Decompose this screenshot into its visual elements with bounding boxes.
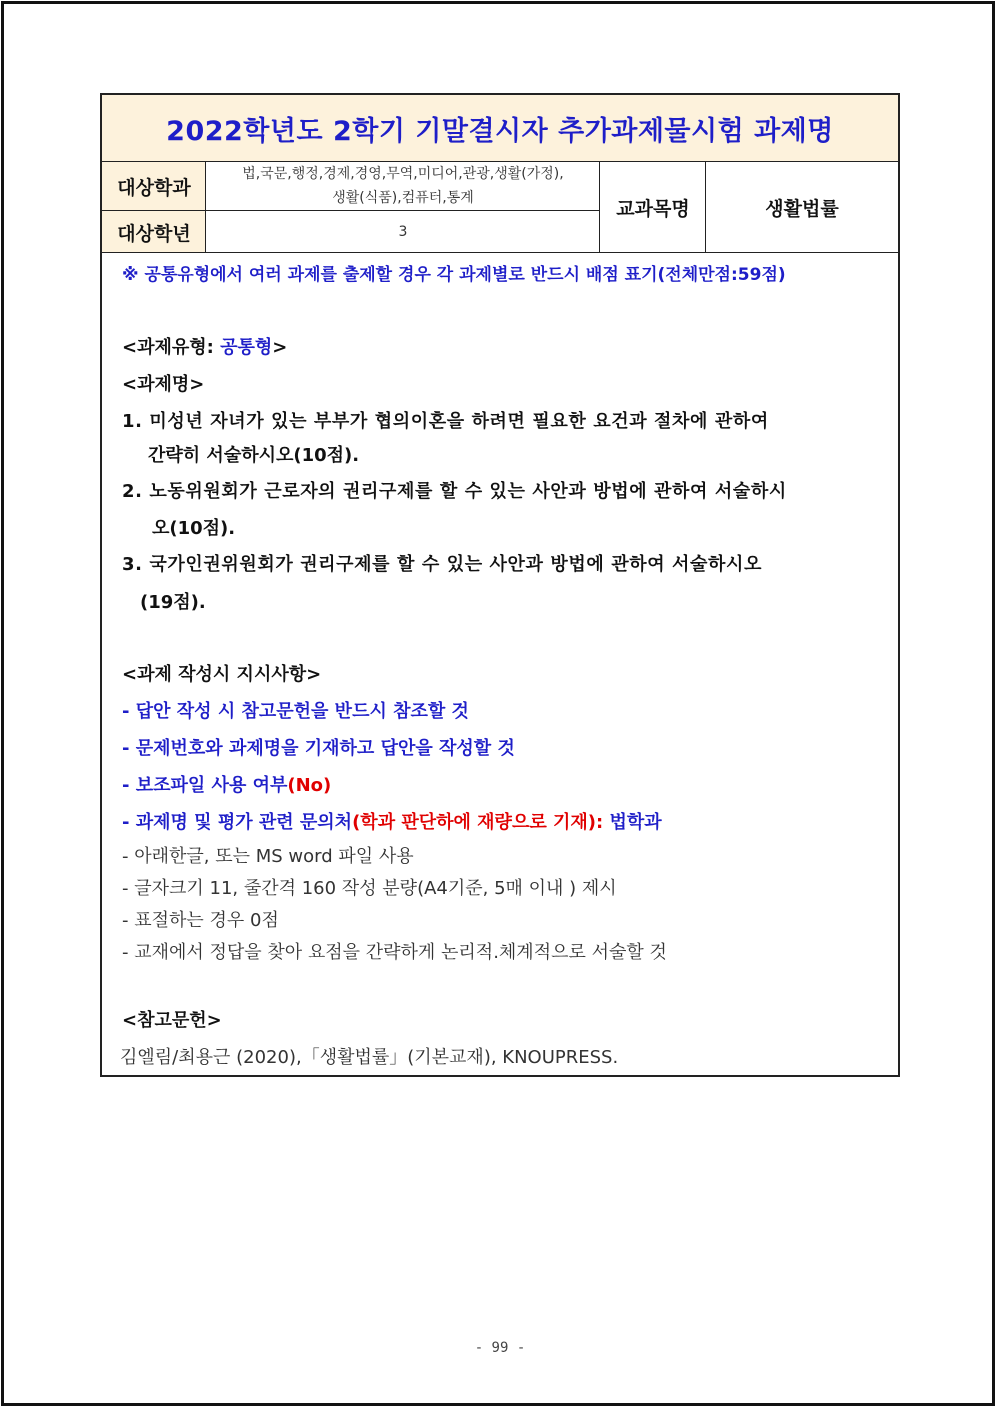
task-heading: <과제명> (122, 374, 205, 395)
instruction-4-dept: 법학과 (603, 812, 662, 833)
instruction-6: - 글자크기 11, 줄간격 160 작성 분량(A4기준, 5매 이내 ) 제시 (122, 878, 617, 899)
reference-heading: <참고문헌> (122, 1010, 222, 1031)
divider (205, 161, 206, 252)
instruction-1: - 답안 작성 시 참고문헌을 반드시 참조할 것 (122, 701, 469, 722)
instructions-heading: <과제 작성시 지시사항> (122, 664, 322, 685)
divider (599, 161, 600, 252)
assignment-table (100, 93, 900, 1077)
task-type-prefix: <과제유형: (122, 337, 221, 358)
instruction-3-text: - 보조파일 사용 여부 (122, 775, 288, 796)
instruction-4-text: - 과제명 및 평가 관련 문의처 (122, 812, 353, 833)
instruction-8: - 교재에서 정답을 찾아 요점을 간략하게 논리적.체계적으로 서술할 것 (122, 942, 667, 963)
page-number: - 99 - (474, 1340, 526, 1356)
task-2-line1: 2. 노동위원회가 근로자의 권리구제를 할 수 있는 사안과 방법에 관하여 서술하시 (122, 481, 787, 502)
instruction-4 (122, 808, 662, 834)
instruction-2: - 문제번호와 과제명을 기재하고 답안을 작성할 것 (122, 738, 515, 759)
task-3-line2: (19점). (140, 592, 206, 613)
divider (705, 161, 706, 252)
course-label: 교과목명 (616, 198, 690, 220)
notice-text: ※ 공통유형에서 여러 과제를 출제할 경우 각 과제별로 반드시 배점 표기(전체만점:59점) (122, 265, 786, 285)
course-value: 생활법률 (765, 198, 839, 220)
task-type (122, 333, 287, 359)
task-2-line2: 오(10점). (152, 518, 236, 539)
task-1-line1: 1. 미성년 자녀가 있는 부부가 협의이혼을 하려면 필요한 요건과 절차에 관하여 (122, 411, 769, 432)
task-3-line1: 3. 국가인권위원회가 권리구제를 할 수 있는 사안과 방법에 관하여 서술하시오 (122, 554, 762, 575)
instruction-4-note: (학과 판단하에 재량으로 기재): (352, 812, 604, 833)
instruction-3-value: (No) (287, 775, 332, 796)
instruction-5: - 아래한글, 또는 MS word 파일 사용 (122, 846, 414, 867)
task-1-line2: 간략히 서술하시오(10점). (148, 445, 360, 466)
divider (102, 210, 600, 211)
dept-value-line1: 법,국문,행정,경제,경영,무역,미디어,관광,생활(가정), (242, 166, 564, 182)
dept-value (206, 162, 600, 210)
dept-value-line2: 생활(식품),컴퓨터,통계 (332, 190, 474, 206)
dept-label: 대상학과 (102, 162, 206, 210)
task-type-suffix: > (272, 337, 288, 358)
year-value: 3 (398, 224, 408, 240)
year-label: 대상학년 (102, 211, 206, 253)
instruction-7: - 표절하는 경우 0점 (122, 910, 279, 931)
divider (102, 252, 898, 253)
reference-text: 김엘림/최용근 (2020),「생활법률」(기본교재), KNOUPRESS. (120, 1047, 619, 1068)
instruction-3 (122, 771, 331, 797)
task-type-value: 공통형 (220, 337, 273, 358)
page-title: 2022학년도 2학기 기말결시자 추가과제물시험 과제명 (102, 95, 898, 162)
